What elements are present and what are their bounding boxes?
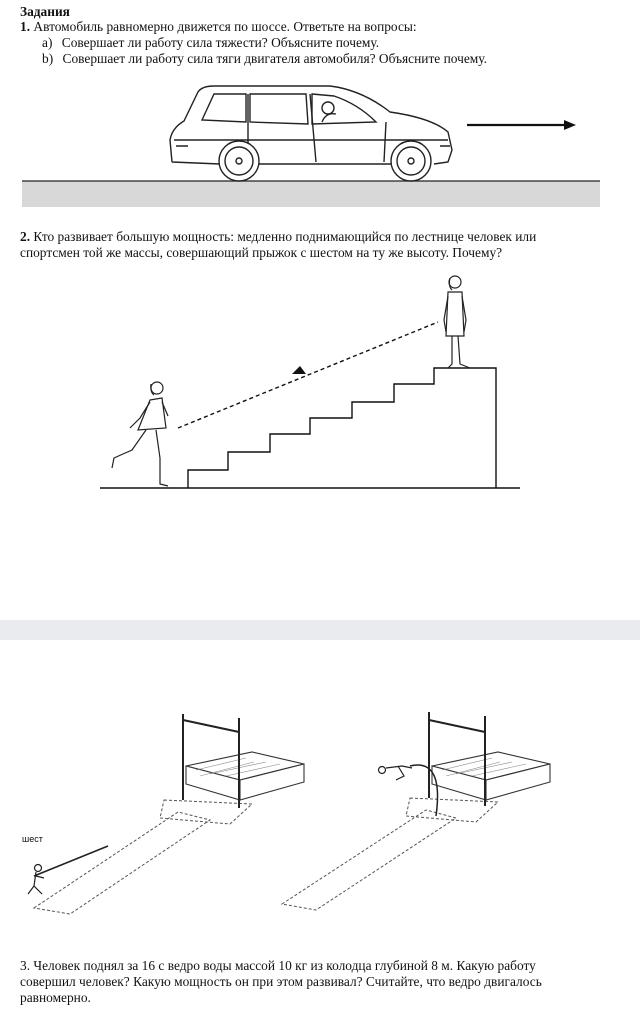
- task-1-item-b-marker: b): [42, 51, 54, 66]
- landing-mat-left: [186, 752, 304, 800]
- task-1-number: 1.: [20, 19, 31, 34]
- runway-right: [282, 798, 498, 910]
- task-1-item-a-marker: a): [42, 35, 53, 50]
- dashed-arrow-icon: [178, 322, 438, 428]
- task-3-line-1: 3. Человек поднял за 16 с ведро воды массой 10 кг из колодца глубиной 8 м. Какую работу: [20, 958, 536, 973]
- task-2-number: 2.: [20, 229, 31, 244]
- standing-woman-icon: [444, 276, 470, 368]
- task-3-line-2: совершил человек? Какую мощность он при этом развивал? Считайте, что ведро двигалось: [20, 974, 542, 989]
- pole-label: шест: [22, 834, 43, 844]
- task-2-line-2: спортсмен той же массы, совершающий прыжок с шестом на ту же высоту. Почему?: [20, 245, 503, 260]
- pole-icon: [34, 846, 108, 876]
- pole-vaulter-running-icon: [28, 846, 108, 894]
- task-1-text: Автомобиль равномерно движется по шоссе. Ответьте на вопросы:: [33, 19, 417, 34]
- runway-left: [34, 800, 252, 914]
- task-1-item-b-text: Совершает ли работу сила тяги двигателя автомобиля? Объясните почему.: [62, 51, 487, 66]
- landing-mat-right: [432, 752, 550, 800]
- task-2-text-line-1: Кто развивает большую мощность: медленно поднимающийся по лестнице человек или: [33, 229, 537, 244]
- walking-woman-icon: [112, 382, 168, 486]
- page-separator: [0, 620, 640, 640]
- stairs-illustration: [0, 0, 640, 500]
- page-title: Задания: [20, 4, 70, 19]
- task-3-line-3: равномерно.: [20, 990, 91, 1005]
- task-1-item-a-text: Совершает ли работу сила тяжести? Объясните почему.: [61, 35, 380, 50]
- document-page-2: [0, 640, 640, 1029]
- staircase: [188, 368, 496, 488]
